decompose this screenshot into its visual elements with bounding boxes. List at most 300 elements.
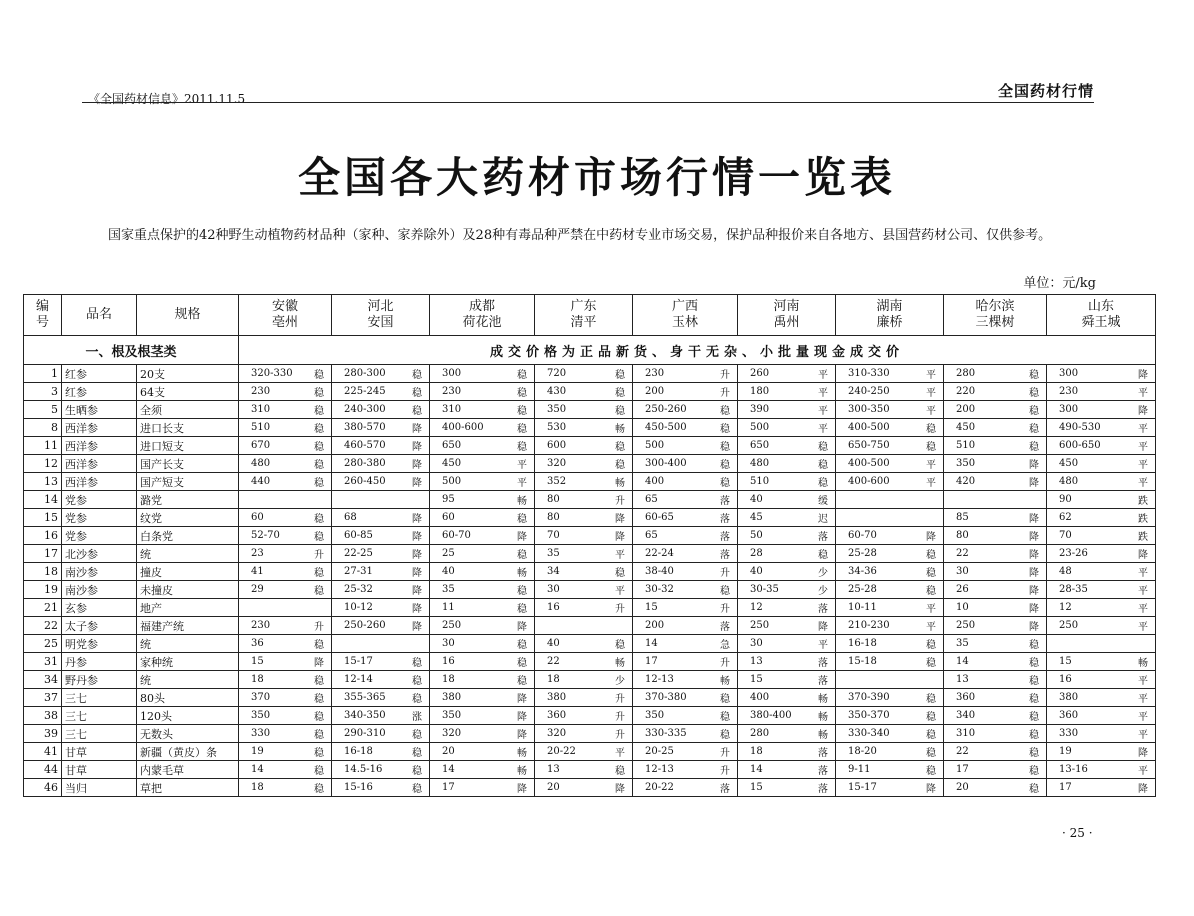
price-value: 15: [750, 782, 763, 793]
price-cell: [944, 563, 1047, 581]
price-trend: 稳: [517, 676, 527, 687]
herb-name: 西洋参: [62, 437, 137, 455]
price-cell: [738, 671, 836, 689]
table-row: [24, 401, 1156, 419]
journal-issue: 《全国药材信息》2011.11.5: [88, 92, 246, 106]
price-cell: [836, 617, 944, 635]
price-cell: [738, 563, 836, 581]
price-cell: [430, 401, 535, 419]
price-value: 13: [750, 656, 763, 667]
price-value: 480: [1059, 476, 1079, 487]
price-trend: 降: [615, 532, 625, 543]
price-cell: [535, 509, 633, 527]
herb-name: 三七: [62, 725, 137, 743]
price-trend: 稳: [1029, 442, 1039, 453]
price-trend: 降: [1029, 550, 1039, 561]
price-trend: 落: [720, 496, 730, 507]
price-cell: [1047, 617, 1156, 635]
price-value: 380: [547, 692, 567, 703]
price-value: 15-17: [848, 782, 877, 793]
row-number: 31: [24, 653, 62, 671]
price-cell: [239, 653, 332, 671]
price-value: 310: [442, 404, 462, 415]
price-trend: 稳: [314, 568, 324, 579]
price-trend: 稳: [926, 658, 936, 669]
price-trend: 升: [615, 604, 625, 615]
price-value: 23-26: [1059, 548, 1088, 559]
price-cell: [430, 365, 535, 383]
price-trend: 稳: [314, 388, 324, 399]
price-value: 210-230: [848, 620, 890, 631]
price-value: 45: [750, 512, 763, 523]
price-value: 450: [1059, 458, 1079, 469]
price-trend: 降: [1138, 550, 1148, 561]
price-cell: [430, 383, 535, 401]
price-cell: [633, 743, 738, 761]
price-trend: 急: [720, 640, 730, 651]
price-value: 300-350: [848, 404, 890, 415]
price-value: 720: [547, 368, 567, 379]
price-trend: 畅: [720, 676, 730, 687]
price-cell: [944, 707, 1047, 725]
price-value: 430: [547, 386, 567, 397]
price-value: 30: [442, 638, 455, 649]
price-trend: 降: [412, 514, 422, 525]
price-value: 17: [442, 782, 455, 793]
price-trend: 平: [1138, 568, 1148, 579]
price-cell: [535, 761, 633, 779]
price-trend: 降: [412, 424, 422, 435]
price-trend: 稳: [314, 406, 324, 417]
price-trend: 畅: [517, 496, 527, 507]
price-value: 16: [547, 602, 560, 613]
price-value: 360: [956, 692, 976, 703]
price-value: 15: [750, 674, 763, 685]
herb-spec: 国产长支: [137, 455, 239, 473]
price-value: 15-18: [848, 656, 877, 667]
price-value: 450: [442, 458, 462, 469]
price-value: 18: [750, 746, 763, 757]
price-cell: [633, 653, 738, 671]
row-number: 34: [24, 671, 62, 689]
price-trend: 平: [1138, 766, 1148, 777]
price-cell: [332, 527, 430, 545]
price-value: 20: [442, 746, 455, 757]
price-value: 330: [251, 728, 271, 739]
price-cell: [1047, 527, 1156, 545]
price-cell: [1047, 599, 1156, 617]
price-trend: 降: [615, 784, 625, 795]
price-cell: [633, 419, 738, 437]
price-value: 12: [750, 602, 763, 613]
price-trend: 平: [615, 748, 625, 759]
price-trend: 平: [1138, 730, 1148, 741]
price-cell: [1047, 779, 1156, 797]
price-trend: 平: [818, 640, 828, 651]
price-cell: [836, 581, 944, 599]
price-value: 14.5-16: [344, 764, 383, 775]
price-cell: [239, 671, 332, 689]
price-cell: [944, 779, 1047, 797]
row-number: 13: [24, 473, 62, 491]
price-cell: [1047, 365, 1156, 383]
price-value: 380: [442, 692, 462, 703]
col-market-sankeshu: 哈尔滨 三棵树: [944, 295, 1047, 336]
herb-name: 党参: [62, 491, 137, 509]
price-value: 30-32: [645, 584, 674, 595]
price-trend: 稳: [1029, 694, 1039, 705]
price-value: 355-365: [344, 692, 386, 703]
price-cell: [944, 545, 1047, 563]
price-trend: 稳: [314, 442, 324, 453]
price-trend: 畅: [818, 730, 828, 741]
table-row: [24, 365, 1156, 383]
price-value: 250: [750, 620, 770, 631]
price-value: 14: [645, 638, 658, 649]
row-number: 37: [24, 689, 62, 707]
price-value: 22-24: [645, 548, 674, 559]
price-value: 40: [442, 566, 455, 577]
price-value: 41: [251, 566, 264, 577]
herb-name: 党参: [62, 527, 137, 545]
price-value: 440: [251, 476, 271, 487]
price-trend: 平: [926, 388, 936, 399]
price-trend: 降: [517, 532, 527, 543]
col-market-lianqiao: 湖南 廉桥: [836, 295, 944, 336]
price-trend: 稳: [412, 748, 422, 759]
price-value: 400: [750, 692, 770, 703]
price-cell: [633, 761, 738, 779]
price-cell: [1047, 509, 1156, 527]
price-trend: 落: [720, 784, 730, 795]
price-trend: 稳: [517, 514, 527, 525]
price-value: 370-380: [645, 692, 687, 703]
price-value: 65: [645, 494, 658, 505]
price-value: 36: [251, 638, 264, 649]
price-trend: 升: [720, 370, 730, 381]
col-market-yulin: 广西 玉林: [633, 295, 738, 336]
price-trend: 降: [412, 442, 422, 453]
price-trend: 落: [720, 514, 730, 525]
price-trend: 稳: [517, 550, 527, 561]
price-trend: 缓: [818, 496, 828, 507]
price-cell: [535, 401, 633, 419]
price-cell: [633, 563, 738, 581]
herb-spec: 潞党: [137, 491, 239, 509]
price-value: 18: [251, 782, 264, 793]
herb-spec: 未撞皮: [137, 581, 239, 599]
price-cell: [836, 545, 944, 563]
price-cell: [535, 419, 633, 437]
price-cell: [1047, 671, 1156, 689]
price-cell: [332, 419, 430, 437]
price-cell: [430, 599, 535, 617]
price-trend: 稳: [1029, 388, 1039, 399]
price-cell: [836, 401, 944, 419]
price-cell: [332, 581, 430, 599]
price-trend: 平: [1138, 460, 1148, 471]
price-value: 18: [442, 674, 455, 685]
herb-name: 生晒参: [62, 401, 137, 419]
price-cell: [738, 527, 836, 545]
price-cell: [1047, 455, 1156, 473]
price-trend: 稳: [615, 460, 625, 471]
herb-spec: 撞皮: [137, 563, 239, 581]
price-value: 16-18: [344, 746, 373, 757]
price-value: 12: [1059, 602, 1072, 613]
price-value: 230: [442, 386, 462, 397]
section-title: 全国药材行情: [997, 82, 1094, 100]
price-value: 510: [956, 440, 976, 451]
row-number: 12: [24, 455, 62, 473]
price-trend: 稳: [615, 568, 625, 579]
price-trend: 升: [314, 622, 324, 633]
price-cell: [836, 527, 944, 545]
price-cell: [633, 581, 738, 599]
price-cell: [239, 383, 332, 401]
price-cell: [535, 689, 633, 707]
price-cell: [535, 437, 633, 455]
herb-name: 三七: [62, 707, 137, 725]
price-trend: 稳: [517, 370, 527, 381]
price-trend: 降: [412, 532, 422, 543]
price-trend: 畅: [615, 424, 625, 435]
price-cell: [535, 365, 633, 383]
price-cell: [535, 563, 633, 581]
price-value: 70: [547, 530, 560, 541]
herb-name: 西洋参: [62, 419, 137, 437]
price-trend: 降: [1029, 586, 1039, 597]
price-value: 600: [547, 440, 567, 451]
price-trend: 稳: [1029, 730, 1039, 741]
price-cell: [430, 761, 535, 779]
price-cell: [836, 635, 944, 653]
row-number: 46: [24, 779, 62, 797]
price-value: 330-335: [645, 728, 687, 739]
price-value: 400-600: [848, 476, 890, 487]
price-cell: [633, 365, 738, 383]
price-cell: [239, 401, 332, 419]
price-value: 15-16: [344, 782, 373, 793]
header-row: [24, 295, 1156, 336]
price-value: 670: [251, 440, 271, 451]
price-trend: 降: [412, 586, 422, 597]
price-cell: [738, 761, 836, 779]
price-trend: 升: [720, 388, 730, 399]
price-trend: 稳: [926, 712, 936, 723]
price-trend: 稳: [926, 568, 936, 579]
price-cell: [430, 581, 535, 599]
price-value: 30: [547, 584, 560, 595]
price-value: 350-370: [848, 710, 890, 721]
herb-name: 南沙参: [62, 581, 137, 599]
price-value: 50: [750, 530, 763, 541]
col-market-hehuachi: 成都 荷花池: [430, 295, 535, 336]
herb-spec: 64支: [137, 383, 239, 401]
row-number: 39: [24, 725, 62, 743]
price-trend: 平: [926, 460, 936, 471]
price-value: 23: [251, 548, 264, 559]
price-cell: [535, 473, 633, 491]
price-trend: 稳: [314, 370, 324, 381]
price-cell: [239, 563, 332, 581]
price-cell: [633, 545, 738, 563]
price-cell: [430, 671, 535, 689]
price-trend: 稳: [517, 640, 527, 651]
price-cell: [535, 653, 633, 671]
price-value: 40: [547, 638, 560, 649]
price-value: 60-85: [344, 530, 373, 541]
price-cell: [836, 743, 944, 761]
price-trend: 稳: [1029, 676, 1039, 687]
price-value: 12-13: [645, 674, 674, 685]
price-cell: [944, 581, 1047, 599]
table-row: [24, 779, 1156, 797]
price-value: 30-35: [750, 584, 779, 595]
herb-spec: 统: [137, 635, 239, 653]
price-trend: 升: [720, 568, 730, 579]
price-cell: [738, 779, 836, 797]
price-value: 35: [547, 548, 560, 559]
price-trend: 平: [1138, 478, 1148, 489]
price-cell: [836, 509, 944, 527]
price-value: 330-340: [848, 728, 890, 739]
price-value: 320: [547, 728, 567, 739]
price-cell: [239, 689, 332, 707]
price-trend: 升: [720, 658, 730, 669]
price-trend: 稳: [314, 424, 324, 435]
price-value: 18: [251, 674, 264, 685]
price-trend: 稳: [1029, 424, 1039, 435]
price-value: 80: [547, 512, 560, 523]
price-trend: 升: [720, 748, 730, 759]
herb-name: 野丹参: [62, 671, 137, 689]
price-trend: 稳: [720, 712, 730, 723]
price-value: 230: [1059, 386, 1079, 397]
price-value: 380: [1059, 692, 1079, 703]
price-cell: [239, 725, 332, 743]
price-cell: [332, 689, 430, 707]
price-cell: [738, 581, 836, 599]
table-row: [24, 671, 1156, 689]
price-cell: [239, 509, 332, 527]
price-cell: [944, 653, 1047, 671]
herb-spec: 新疆（黄皮）条: [137, 743, 239, 761]
price-trend: 稳: [926, 424, 936, 435]
price-value: 250-260: [645, 404, 687, 415]
table-row: [24, 437, 1156, 455]
price-value: 40: [750, 566, 763, 577]
price-trend: 降: [412, 550, 422, 561]
price-cell: [1047, 689, 1156, 707]
col-market-bozhou: 安徽 亳州: [239, 295, 332, 336]
price-value: 230: [251, 620, 271, 631]
price-value: 20-25: [645, 746, 674, 757]
row-number: 17: [24, 545, 62, 563]
table-row: [24, 599, 1156, 617]
herb-spec: 内蒙毛草: [137, 761, 239, 779]
price-cell: [738, 689, 836, 707]
category-name: 一、根及根茎类: [24, 336, 239, 365]
price-cell: [1047, 635, 1156, 653]
price-trend: 稳: [314, 514, 324, 525]
price-value: 260: [750, 368, 770, 379]
price-cell: [535, 779, 633, 797]
price-cell: [738, 599, 836, 617]
unit-label: 单位：元/kg: [1023, 276, 1096, 291]
price-value: 20: [547, 782, 560, 793]
price-trend: 稳: [412, 388, 422, 399]
row-number: 5: [24, 401, 62, 419]
row-number: 15: [24, 509, 62, 527]
price-trend: 稳: [926, 748, 936, 759]
price-trend: 升: [720, 604, 730, 615]
price-trend: 降: [1138, 784, 1148, 795]
table-row: [24, 635, 1156, 653]
table-row: [24, 509, 1156, 527]
price-cell: [633, 671, 738, 689]
price-cell: [430, 473, 535, 491]
price-value: 420: [956, 476, 976, 487]
price-value: 9-11: [848, 764, 871, 775]
price-cell: [239, 779, 332, 797]
price-value: 320-330: [251, 368, 293, 379]
price-value: 220: [956, 386, 976, 397]
price-cell: [430, 617, 535, 635]
price-value: 370: [251, 692, 271, 703]
table-row: [24, 725, 1156, 743]
price-value: 22: [956, 548, 969, 559]
price-cell: [430, 419, 535, 437]
price-value: 20: [956, 782, 969, 793]
price-trend: 稳: [615, 406, 625, 417]
herb-name: 甘草: [62, 761, 137, 779]
price-trend: 稳: [1029, 370, 1039, 381]
price-cell: [836, 725, 944, 743]
col-market-shunwangcheng: 山东 舜王城: [1047, 295, 1156, 336]
price-cell: [1047, 437, 1156, 455]
price-trend: 平: [1138, 604, 1148, 615]
price-cell: [535, 383, 633, 401]
herb-name: 玄参: [62, 599, 137, 617]
price-cell: [738, 383, 836, 401]
price-trend: 稳: [720, 478, 730, 489]
price-cell: [944, 761, 1047, 779]
price-value: 650: [750, 440, 770, 451]
price-trend: 畅: [818, 712, 828, 723]
price-cell: [738, 419, 836, 437]
price-trend: 降: [314, 658, 324, 669]
price-value: 60-65: [645, 512, 674, 523]
price-value: 320: [442, 728, 462, 739]
price-trend: 平: [1138, 442, 1148, 453]
price-trend: 稳: [314, 730, 324, 741]
price-cell: [738, 401, 836, 419]
price-value: 310: [251, 404, 271, 415]
price-trend: 降: [412, 604, 422, 615]
price-cell: [738, 437, 836, 455]
price-cell: [633, 491, 738, 509]
price-value: 510: [750, 476, 770, 487]
price-cell: [836, 491, 944, 509]
price-cell: [836, 689, 944, 707]
price-value: 62: [1059, 512, 1072, 523]
herb-spec: 福建产统: [137, 617, 239, 635]
price-cell: [1047, 491, 1156, 509]
price-trend: 稳: [615, 388, 625, 399]
price-cell: [944, 419, 1047, 437]
price-value: 18: [547, 674, 560, 685]
